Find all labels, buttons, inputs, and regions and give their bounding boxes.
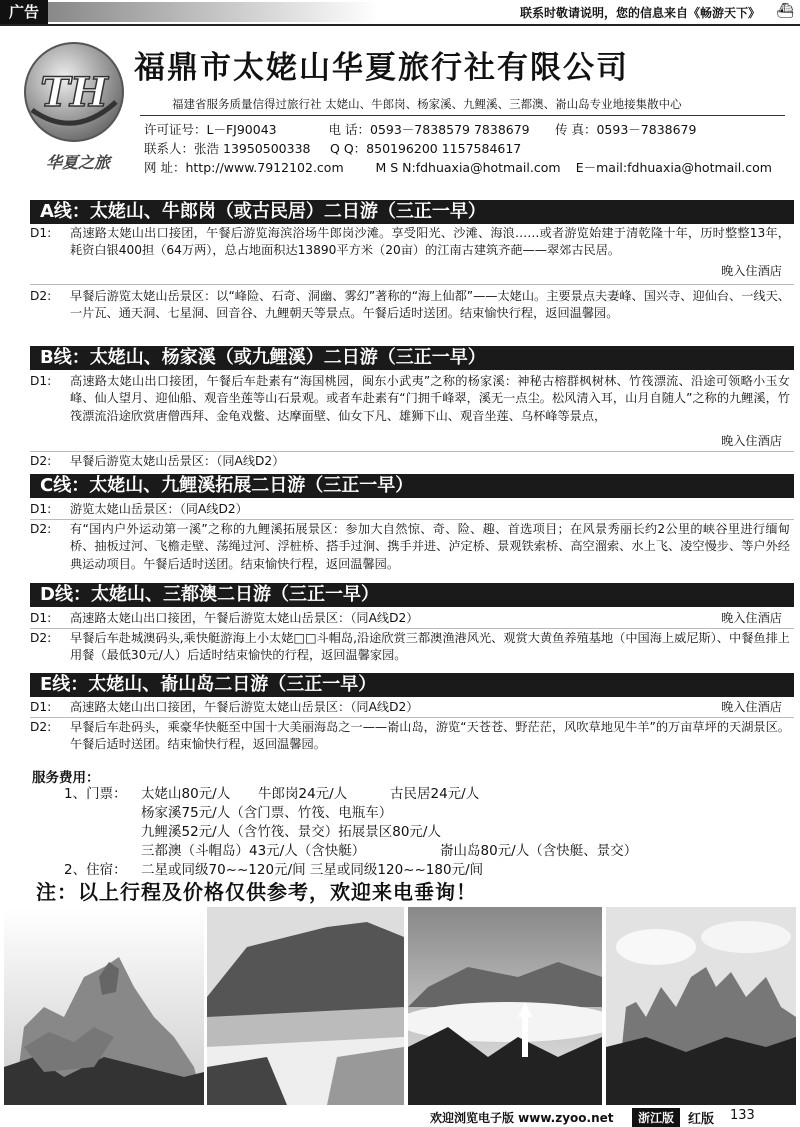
top-divider — [0, 24, 800, 26]
day-divider — [30, 519, 794, 520]
fee-item: 九鲤溪52元/人（含竹筏、景交）拓展景区80元/人 — [141, 824, 441, 840]
contact-label: 许可证号： — [144, 122, 207, 137]
price-note: 注：以上行程及价格仅供参考，欢迎来电垂询！ — [36, 880, 477, 904]
contact-line-person — [144, 139, 521, 157]
ship-icon: ⛴ — [776, 3, 794, 19]
fee-item: 嵛山岛80元/人（含快艇、景交） — [440, 843, 638, 859]
photo-beach-bay — [207, 907, 404, 1105]
contact-label: 联系人： — [144, 141, 195, 156]
fee-item: 牛郎岗24元/人 — [258, 786, 348, 802]
contact-label: 传 真： — [555, 122, 597, 137]
hotel-note: 晚入住酒店 — [721, 611, 782, 625]
day-key: D2: — [30, 631, 52, 645]
contact-label: 网 址： — [144, 160, 186, 175]
day-divider — [30, 717, 794, 718]
route-d-title: D线：太姥山、三都澳二日游（三正一早） — [30, 583, 794, 607]
route-a-day1 — [30, 225, 790, 278]
license-number: L－FJ90043 — [206, 122, 277, 137]
hotel-note: 晚入住酒店 — [721, 434, 782, 448]
day-divider — [30, 451, 794, 452]
contact-line-web — [144, 158, 772, 176]
day-text: 高速路太姥山出口接团，午餐后游览太姥山岳景区：（同A线D2） — [70, 700, 419, 714]
company-logo — [22, 40, 126, 150]
company-name: 福鼎市太姥山华夏旅行社有限公司 — [134, 50, 629, 86]
fax-number: 0593－7838679 — [596, 122, 697, 137]
top-bar-gradient — [48, 2, 378, 22]
route-c-day2 — [30, 521, 790, 573]
route-c-day1 — [30, 501, 790, 518]
day-text: 早餐后游览太姥山岳景区：（同A线D2） — [70, 454, 285, 468]
day-text: 高速路太姥山出口接团，午餐后游览太姥山岳景区：（同A线D2） — [70, 611, 419, 625]
page-number: 133 — [730, 1108, 755, 1123]
msn-address: fdhuaxia@hotmail.com — [415, 160, 561, 175]
logo-letters: TH — [40, 69, 108, 116]
hotel-note: 晚入住酒店 — [721, 264, 782, 278]
fee-item: 古民居24元/人 — [390, 786, 480, 802]
source-notice: 联系时敬请说明，您的信息来自《畅游天下》 — [519, 6, 760, 20]
hotel-note: 晚入住酒店 — [721, 700, 782, 714]
contact-label: E－mail: — [575, 160, 628, 175]
route-b-day2 — [30, 453, 790, 470]
day-key: D1: — [30, 502, 52, 516]
day-key: D2: — [30, 454, 52, 468]
route-a-title: A线：太姥山、牛郎岗（或古民居）二日游（三正一早） — [30, 200, 794, 224]
day-text: 早餐后游览太姥山岳景区：以“峰险、石奇、洞幽、雾幻”著称的“海上仙都”——太姥山。主要景点夫妻峰、国兴寺、迎仙台、一线天、一片瓦、通天洞、七星洞、回音谷、九鲤朝天等景点。午餐后适时送团。结束愉快行程，返回温馨园。 — [70, 289, 790, 321]
day-divider — [30, 284, 794, 285]
day-key: D2: — [30, 289, 52, 303]
fees-title: 服务费用： — [32, 770, 100, 786]
email-link[interactable]: fdhuaxia@hotmail.com — [627, 160, 772, 175]
route-d-day1 — [30, 610, 790, 627]
route-e-day2 — [30, 719, 790, 754]
fees-tickets-label: 1、门票： — [64, 786, 127, 802]
day-text: 有“国内户外运动第一溪”之称的九鲤溪拓展景区：参加大自然惊、奇、险、趣、首选项目；在风景秀丽长约2公里的峡谷里进行缅甸桥、抽板过河、飞檐走壁、荡绳过河、浮桩桥、搭手过涧、携手并进、泸定桥、景观铁索桥、高空溜索、水上飞、凌空慢步、等户外经典运动项目。午餐后适时送团。结束愉快行程，返回温馨园。 — [70, 522, 790, 571]
day-key: D1: — [30, 374, 52, 388]
header-divider — [140, 115, 785, 116]
route-b-day1 — [30, 373, 790, 448]
fee-lodging: 二星或同级70~~120元/间 三星或同级120~~180元/间 — [141, 862, 484, 878]
photo-rock-peaks — [4, 907, 204, 1105]
ad-tag: 广告 — [0, 0, 48, 24]
fee-item: 太姥山80元/人 — [141, 786, 231, 802]
route-a-day2 — [30, 288, 790, 323]
day-key: D2: — [30, 720, 52, 734]
phone-number: 0593－7838579 7838679 — [370, 122, 530, 137]
logo-slogan: 华夏之旅 — [45, 153, 110, 172]
fees-lodging-label: 2、住宿： — [64, 862, 127, 878]
footer-red-label: 红版 — [688, 1112, 715, 1127]
route-e-day1 — [30, 699, 790, 716]
route-d-day2 — [30, 630, 790, 665]
day-text: 高速路太姥山出口接团，午餐后游览海滨浴场牛郎岗沙滩。享受阳光、沙滩、海浪……或者游览始建于清乾隆十年，历时整整13年，耗资白银400担（64万两），总占地面积达13890平方米（20亩）的江南古建筑齐葩——翠郊古民居。 — [70, 226, 790, 258]
day-text: 早餐后车赴城澳码头,乘快艇游海上小太姥□□斗帽岛,沿途欣赏三都澳渔港风光、观赏大黄鱼养殖基地（中国海上威尼斯）、中餐鱼排上用餐（最低30元/人）后适时结束愉快的行程，返回温馨家园。 — [70, 631, 790, 663]
photo-sea-of-clouds — [408, 907, 602, 1105]
route-c-title: C线：太姥山、九鲤溪拓展二日游（三正一早） — [30, 474, 794, 498]
route-b-title: B线：太姥山、杨家溪（或九鲤溪）二日游（三正一早） — [30, 346, 794, 370]
footer-edition-badge: 浙江版 — [632, 1108, 680, 1127]
contact-label: 电 话： — [328, 122, 370, 137]
photo-mountain-forest — [606, 907, 796, 1105]
website-link[interactable]: http://www.7912102.com — [185, 160, 344, 175]
company-tagline: 福建省服务质量信得过旅行社 太姥山、牛郎岗、杨家溪、九鲤溪、三都澳、嵛山岛专业地接集散中心 — [172, 97, 682, 111]
contact-label: Q Q： — [330, 141, 367, 156]
day-text: 游览太姥山岳景区：（同A线D2） — [70, 502, 248, 516]
day-key: D1: — [30, 226, 52, 240]
day-divider — [30, 628, 794, 629]
contact-line-license — [144, 120, 696, 138]
qq-numbers: 850196200 1157584617 — [366, 141, 522, 156]
day-key: D1: — [30, 700, 52, 714]
route-e-title: E线：太姥山、嵛山岛二日游（三正一早） — [30, 673, 794, 697]
fee-item: 杨家溪75元/人（含门票、竹筏、电瓶车） — [141, 805, 393, 821]
contact-label: M S N: — [375, 160, 416, 175]
footer-website[interactable]: 欢迎浏览电子版 www.zyoo.net — [430, 1111, 614, 1125]
day-key: D2: — [30, 522, 52, 536]
day-key: D1: — [30, 611, 52, 625]
contact-person: 张浩 13950500338 — [194, 141, 311, 156]
day-text: 早餐后车赴码头，乘豪华快艇至中国十大美丽海岛之一——嵛山岛，游览“天苍苍、野茫茫，风吹草地见牛羊”的万亩草坪的天湖景区。午餐后适时送团。结束愉快行程，返回温馨园。 — [70, 720, 790, 752]
day-text: 高速路太姥山出口接团，午餐后车赴素有“海国桃园，闽东小武夷”之称的杨家溪：神秘古榕群枫树林、竹筏漂流、沿途可领略小玉女峰、仙人望月、迎仙船、观音坐莲等山石景观。或者车赴素有“门拥千峰翠，溪无一点尘。松风清入耳，山月自随人”之称的九鲤溪，竹筏漂流沿途欣赏唐僧西拜、金龟戏鳖、达摩面壁、仙女下凡、雄狮下山、观音坐莲、乌杯峰等景点， — [70, 374, 790, 423]
fee-item: 三都澳（斗帽岛）43元/人（含快艇） — [141, 843, 366, 859]
